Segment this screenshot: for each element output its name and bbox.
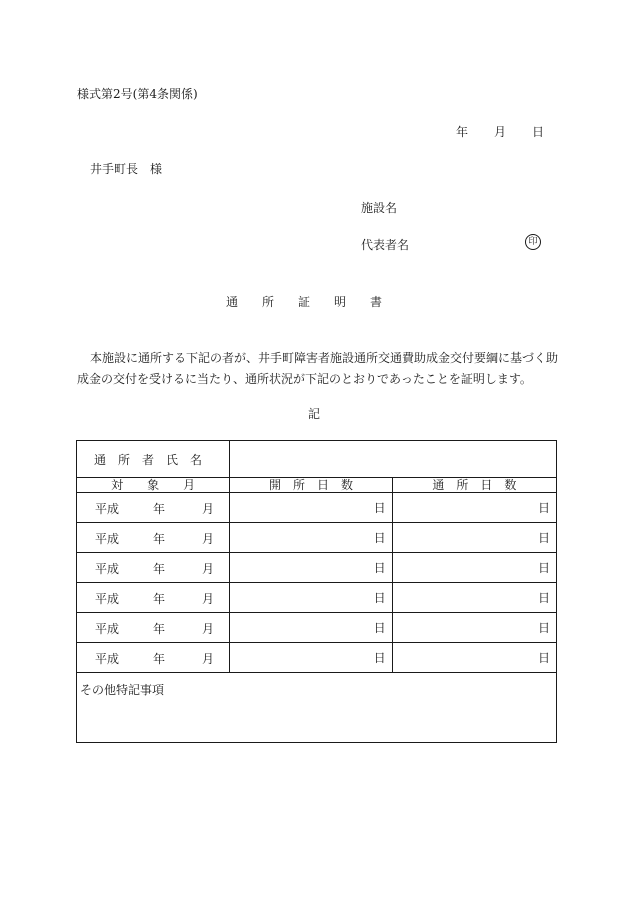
month-label: 月 <box>202 622 215 636</box>
ki-heading: 記 <box>308 407 321 421</box>
attendance-table <box>76 440 557 743</box>
open-days-cell[interactable]: 日 <box>230 643 392 673</box>
attend-days-cell[interactable]: 日 <box>392 523 556 553</box>
date-year: 年 <box>456 125 469 139</box>
month-label: 月 <box>202 562 215 576</box>
attend-days-cell[interactable]: 日 <box>392 493 556 523</box>
table-row <box>77 613 557 643</box>
header-row <box>77 478 557 493</box>
month-label: 月 <box>202 502 215 516</box>
form-number-label: 様式第2号(第4条関係) <box>77 87 198 101</box>
header-target-month: 対 象 月 <box>77 478 230 493</box>
era-label: 平成 <box>95 622 120 636</box>
attend-days-cell[interactable]: 日 <box>392 553 556 583</box>
other-notes-cell[interactable] <box>77 673 557 743</box>
target-month-cell[interactable] <box>77 583 230 613</box>
open-days-cell[interactable]: 日 <box>230 553 392 583</box>
facility-name-label: 施設名 <box>361 201 398 215</box>
month-label: 月 <box>202 652 215 666</box>
body-text-line-2: 成金の交付を受けるに当たり、通所状況が下記のとおりであったことを証明します。 <box>77 372 532 386</box>
date-day: 日 <box>532 125 545 139</box>
era-label: 平成 <box>95 592 120 606</box>
year-label: 年 <box>153 562 166 576</box>
table-row <box>77 643 557 673</box>
year-label: 年 <box>153 652 166 666</box>
month-label: 月 <box>202 532 215 546</box>
header-open-days: 開 所 日 数 <box>230 478 392 493</box>
open-days-cell[interactable]: 日 <box>230 613 392 643</box>
target-month-cell[interactable] <box>77 523 230 553</box>
representative-label: 代表者名 <box>361 238 410 252</box>
seal-mark: 印 <box>525 234 541 250</box>
year-label: 年 <box>153 622 166 636</box>
other-notes-row <box>77 673 557 743</box>
table-row <box>77 553 557 583</box>
month-label: 月 <box>202 592 215 606</box>
target-month-cell[interactable] <box>77 493 230 523</box>
open-days-cell[interactable]: 日 <box>230 493 392 523</box>
header-attend-days: 通 所 日 数 <box>392 478 556 493</box>
era-label: 平成 <box>95 502 120 516</box>
year-label: 年 <box>153 592 166 606</box>
era-label: 平成 <box>95 532 120 546</box>
other-notes-label: その他特記事項 <box>80 683 165 697</box>
name-row <box>77 441 557 478</box>
era-label: 平成 <box>95 652 120 666</box>
open-days-cell[interactable]: 日 <box>230 523 392 553</box>
body-text-line-1: 本施設に通所する下記の者が、井手町障害者施設通所交通費助成金交付要綱に基づく助 <box>90 351 559 365</box>
attendee-name-label: 通 所 者 氏 名 <box>77 441 230 478</box>
open-days-cell[interactable]: 日 <box>230 583 392 613</box>
table-row <box>77 583 557 613</box>
date-line <box>456 123 544 140</box>
document-title: 通 所 証 明 書 <box>226 295 383 309</box>
target-month-cell[interactable] <box>77 643 230 673</box>
table-row <box>77 493 557 523</box>
attendee-name-field[interactable] <box>230 441 557 478</box>
attend-days-cell[interactable]: 日 <box>392 583 556 613</box>
table-row <box>77 523 557 553</box>
year-label: 年 <box>153 532 166 546</box>
target-month-cell[interactable] <box>77 613 230 643</box>
attend-days-cell[interactable]: 日 <box>392 613 556 643</box>
year-label: 年 <box>153 502 166 516</box>
date-month: 月 <box>494 125 507 139</box>
era-label: 平成 <box>95 562 120 576</box>
target-month-cell[interactable] <box>77 553 230 583</box>
attend-days-cell[interactable]: 日 <box>392 643 556 673</box>
addressee: 井手町長 様 <box>90 162 163 176</box>
